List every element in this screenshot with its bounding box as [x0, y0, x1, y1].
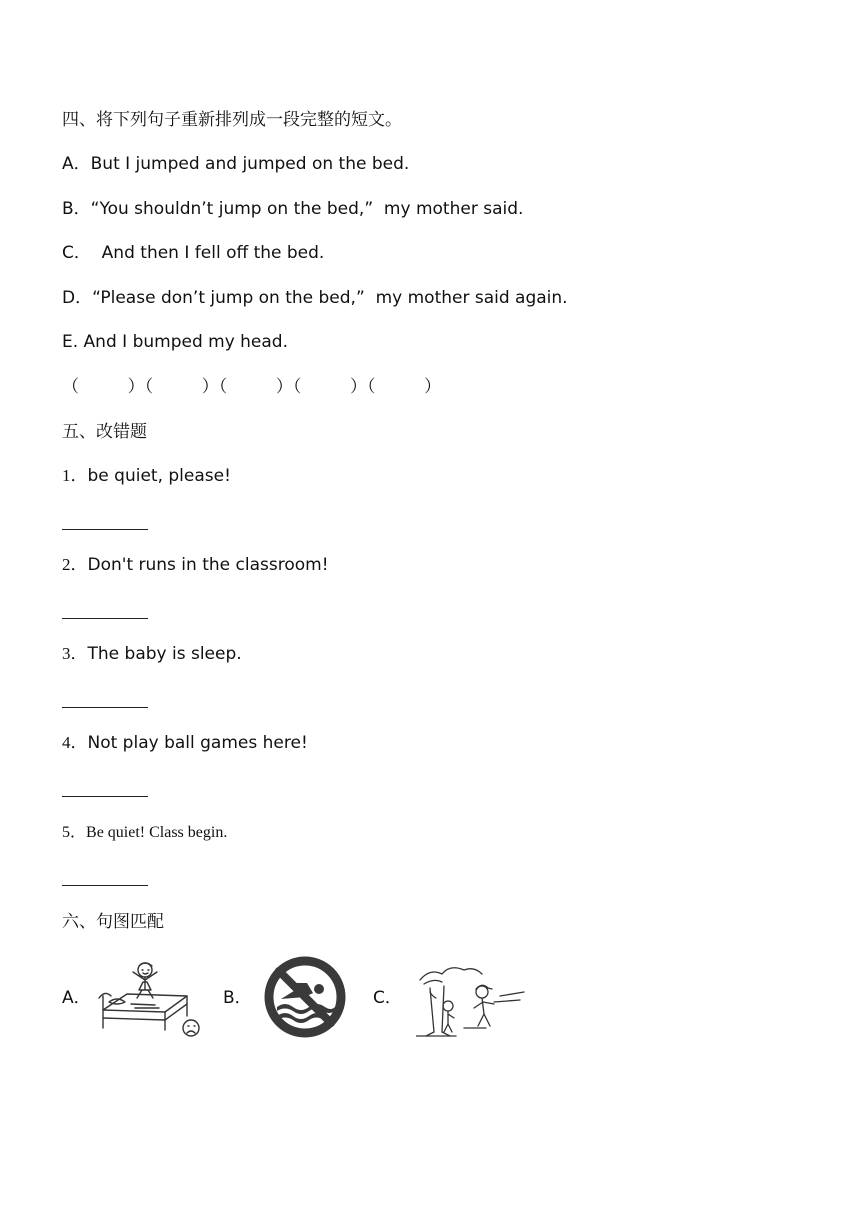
girl-jumping-on-bed-icon — [95, 958, 205, 1040]
boys-playing-by-tree-icon — [416, 962, 526, 1038]
item-text: Be quiet! Class begin. — [86, 824, 228, 841]
no-swimming-sign-icon — [261, 953, 349, 1041]
sentence-d: D．“Please don’t jump on the bed,” my mother said again. — [62, 288, 568, 308]
sentence-c: C． And then I fell off the bed. — [62, 243, 325, 263]
sentence-a: A．But I jumped and jumped on the bed. — [62, 154, 410, 174]
answer-blank-1[interactable] — [62, 529, 148, 530]
answer-blank-5[interactable] — [62, 885, 148, 886]
item-number: 1． — [62, 466, 88, 485]
sentence-b: B．“You shouldn’t jump on the bed,” my mother said. — [62, 199, 524, 219]
answer-blank-4[interactable] — [62, 796, 148, 797]
answer-blank-3[interactable] — [62, 707, 148, 708]
item-number: 3． — [62, 644, 88, 663]
sentence-e: E. And I bumped my head. — [62, 332, 289, 352]
item-number: 4． — [62, 733, 88, 752]
item-number: 2． — [62, 555, 88, 574]
error-item-3 — [62, 643, 242, 665]
option-a-label: A． — [62, 988, 91, 1008]
answer-blank-2[interactable] — [62, 618, 148, 619]
option-c-label: C． — [373, 988, 402, 1008]
section-5-heading: 五、改错题 — [62, 422, 147, 442]
item-text: The baby is sleep. — [87, 644, 242, 664]
item-text: be quiet, please! — [87, 466, 231, 486]
error-item-1 — [62, 465, 231, 487]
option-b-label: B． — [223, 988, 252, 1008]
error-item-2 — [62, 554, 329, 576]
section-4-heading: 四、将下列句子重新排列成一段完整的短文。 — [62, 110, 402, 130]
item-number: 5． — [62, 824, 87, 841]
error-item-4 — [62, 732, 308, 754]
item-text: Not play ball games here! — [87, 733, 308, 753]
item-text: Don't runs in the classroom! — [87, 555, 329, 575]
error-item-5 — [62, 822, 227, 844]
answer-slots: （ ）（ ）（ ）（ ）（ ） — [62, 377, 442, 397]
section-6-heading: 六、句图匹配 — [62, 912, 164, 932]
